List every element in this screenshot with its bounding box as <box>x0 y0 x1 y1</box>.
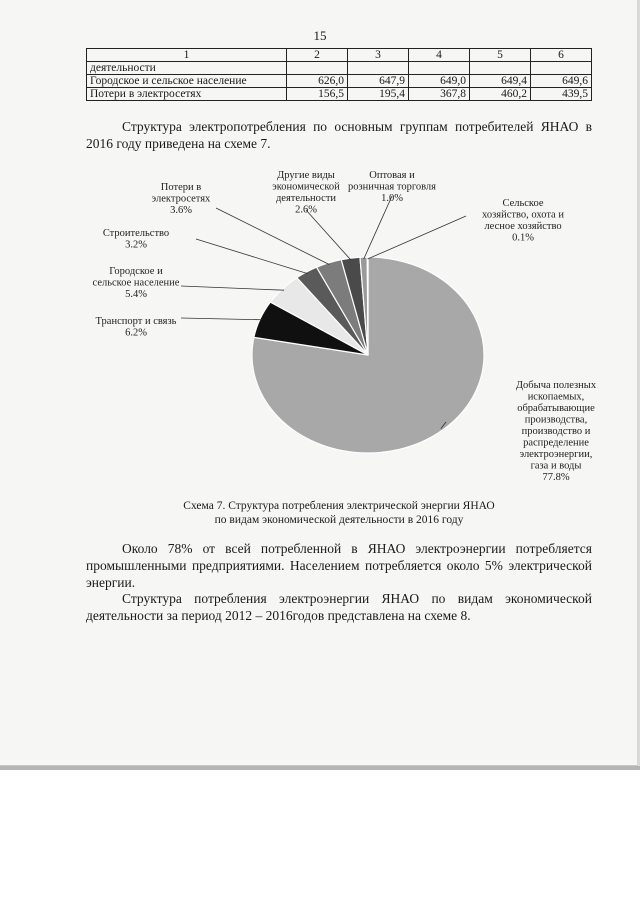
pie-leader-line <box>364 196 392 259</box>
table-row <box>87 75 592 88</box>
caption-line: по видам экономической деятельности в 2016 году <box>214 514 464 526</box>
table-header-row <box>87 49 592 62</box>
table-header-cell: 6 <box>531 49 592 62</box>
table-row-label: Потери в электросетях <box>87 88 287 101</box>
table-cell: 460,2 <box>470 88 531 101</box>
pie-chart-svg <box>86 160 606 500</box>
pie-slice-label: Другие виды экономической деятельности 2.6% <box>272 170 340 216</box>
table-row <box>87 88 592 101</box>
table-cell: 195,4 <box>348 88 409 101</box>
pie-leader-line <box>181 286 284 290</box>
table-header-cell: 1 <box>87 49 287 62</box>
table-cell: 156,5 <box>287 88 348 101</box>
table-header-cell: 2 <box>287 49 348 62</box>
pie-slice-label: Строительство 3.2% <box>102 228 170 251</box>
pie-slice-label: Потери в электросетях 3.6% <box>151 182 211 216</box>
table-cell <box>409 62 470 75</box>
pie-chart <box>86 160 606 500</box>
table-cell: 647,9 <box>348 75 409 88</box>
table-cell <box>348 62 409 75</box>
pie-leader-line <box>368 216 466 259</box>
chart-caption <box>86 499 592 527</box>
scan-edge <box>0 766 640 770</box>
pie-slice-label: Сельское хозяйство, охота и лесное хозяйство 0.1% <box>482 198 564 244</box>
table-row-label: деятельности <box>87 62 287 75</box>
table-cell <box>470 62 531 75</box>
table-header-cell: 4 <box>409 49 470 62</box>
table-cell: 649,4 <box>470 75 531 88</box>
body-paragraph: Около 78% от всей потребленной в ЯНАО электроэнергии потребляется промышленными предприятиями. Населением потребляется около 5% электрической энергии. <box>86 541 592 590</box>
table-row-label: Городское и сельское население <box>87 75 287 88</box>
pie-leader-line <box>216 208 329 265</box>
pie-leader-line <box>306 210 351 260</box>
data-table <box>86 48 592 101</box>
table-header-cell: 5 <box>470 49 531 62</box>
body-paragraph: Структура потребления электроэнергии ЯНАО по видам экономической деятельности за период 2012 – 2016годов представлена на схеме 8. <box>86 591 592 623</box>
pie-leader-line <box>196 239 308 274</box>
caption-line: Схема 7. Структура потребления электрической энергии ЯНАО <box>183 500 495 512</box>
table-cell: 367,8 <box>409 88 470 101</box>
table-cell: 649,0 <box>409 75 470 88</box>
intro-paragraph: Структура электропотребления по основным группам потребителей ЯНАО в 2016 году приведена на схеме 7. <box>86 119 592 151</box>
table-cell <box>531 62 592 75</box>
table-cell: 649,6 <box>531 75 592 88</box>
pie-leader-line <box>181 318 262 320</box>
table-cell: 439,5 <box>531 88 592 101</box>
table-row <box>87 62 592 75</box>
pie-slice-label: Оптовая и розничная торговля 1.0% <box>347 170 437 204</box>
pie-slice <box>367 257 368 355</box>
table-cell: 626,0 <box>287 75 348 88</box>
table-header-cell: 3 <box>348 49 409 62</box>
pie-slice-label: Добыча полезных ископаемых, обрабатывающие производства, производство и распределение электроэнергии, газа и воды 77.8% <box>515 380 597 483</box>
pie-slice-label: Городское и сельское население 5.4% <box>92 266 180 300</box>
table-cell <box>287 62 348 75</box>
pie-slice-label: Транспорт и связь 6.2% <box>95 316 177 339</box>
page-number: 15 <box>313 28 327 43</box>
